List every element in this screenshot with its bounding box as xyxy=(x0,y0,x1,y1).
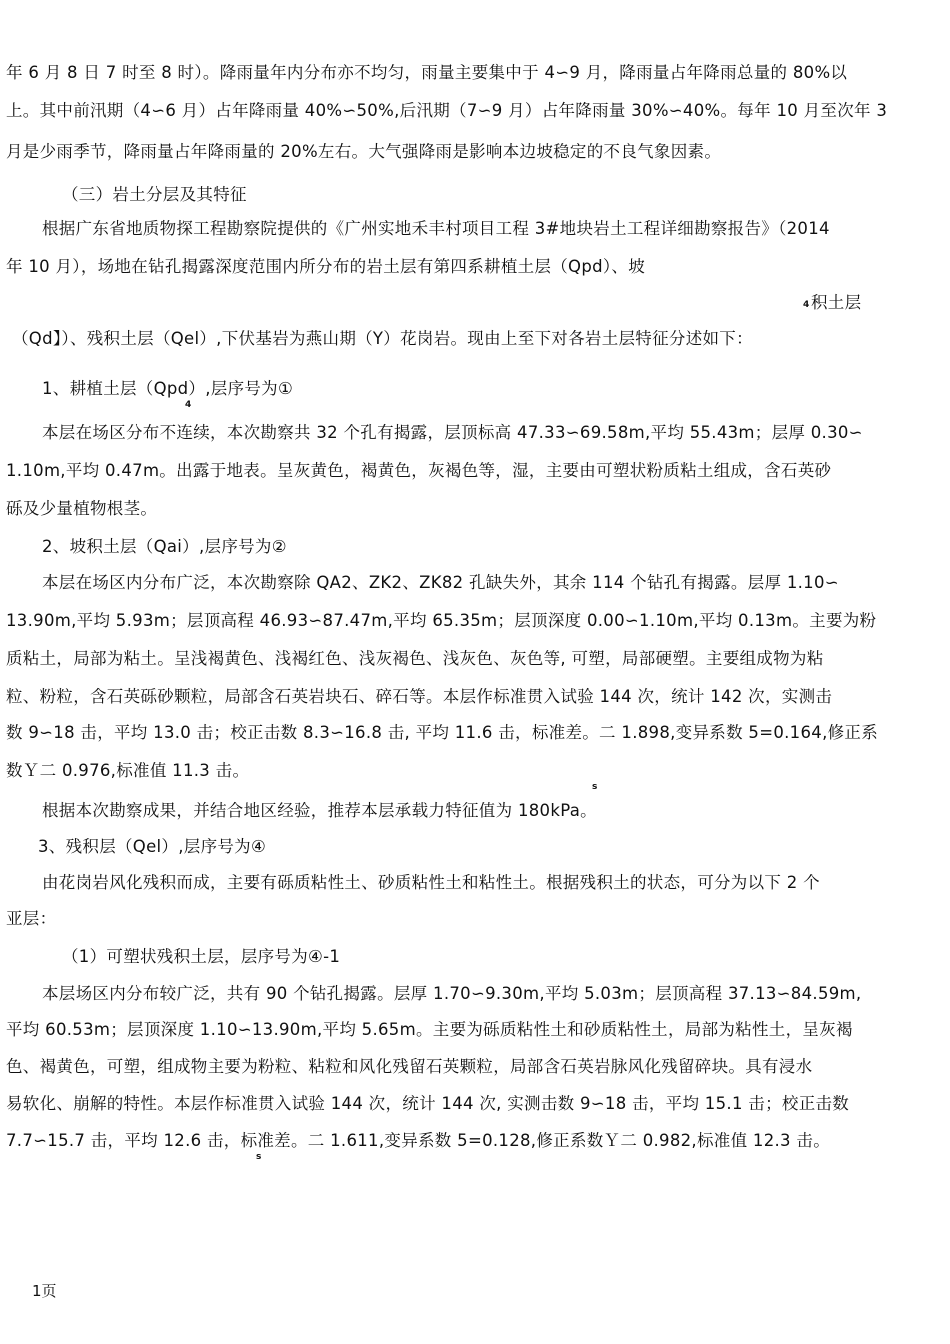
layer-heading-3: 3、残积层（Qel）,层序号为④ xyxy=(38,837,267,856)
text-line: 年 10 月），场地在钻孔揭露深度范围内所分布的岩土层有第四系耕植土层（Qpd）、坡 xyxy=(6,257,646,276)
text-line: 本层在场区分布不连续，本次勘察共 32 个孔有揭露，层顶标高 47.33∽69.58m,平均 55.43m；层厚 0.30∽ xyxy=(42,423,863,442)
text-line: 亚层： xyxy=(6,909,57,928)
subscript-s: s xyxy=(592,782,598,792)
text-line: 13.90m,平均 5.93m；层顶高程 46.93∽87.47m,平均 65.35m；层顶深度 0.00∽1.10m,平均 0.13m。主要为粉 xyxy=(6,611,877,630)
text-line: 色、褐黄色，可塑，组成物主要为粉粒、粘粒和风化残留石英颗粒，局部含石英岩脉风化残留碎块。具有浸水 xyxy=(6,1057,813,1076)
section-heading: （三）岩土分层及其特征 xyxy=(62,185,247,204)
subscript-s: s xyxy=(256,1152,262,1162)
text-line: 由花岗岩风化残积而成，主要有砾质粘性土、砂质粘性土和粘性土。根据残积土的状态，可分为以下 2 个 xyxy=(42,873,820,892)
text-line: （Qd】）、残积土层（Qel）,下伏基岩为燕山期（Y）花岗岩。现由上至下对各岩土层特征分述如下： xyxy=(12,329,753,348)
text-line: 数Ｙ二 0.976,标准值 11.3 击。 xyxy=(6,761,250,780)
text-line: 月是少雨季节，降雨量占年降雨量的 20%左右。大气强降雨是影响本边坡稳定的不良气象因素。 xyxy=(6,142,722,161)
layer-heading-2: 2、坡积土层（Qai）,层序号为② xyxy=(42,537,287,556)
text-line: 易软化、崩解的特性。本层作标准贯入试验 144 次，统计 144 次, 实测击数 9∽18 击，平均 15.1 击；校正击数 xyxy=(6,1094,850,1113)
text-line: 根据本次勘察成果，并结合地区经验，推荐本层承载力特征值为 180kPa。 xyxy=(42,801,597,820)
text-line: 根据广东省地质物探工程勘察院提供的《广州实地禾丰村项目工程 3#地块岩土工程详细勘察报告》（2014 xyxy=(42,219,830,238)
text-line: 1.10m,平均 0.47m。出露于地表。呈灰黄色，褐黄色，灰褐色等，湿，主要由可塑状粉质粘土组成，含石英砂 xyxy=(6,461,832,480)
text-line: 上。其中前汛期（4∽6 月）占年降雨量 40%∽50%,后汛期（7∽9 月）占年降雨量 30%∽40%。每年 10 月至次年 3 xyxy=(6,101,888,120)
page-number: 1页 xyxy=(32,1282,57,1300)
text-line: 积土层 xyxy=(811,293,862,312)
subscript-4: 4 xyxy=(803,300,810,310)
text-line: 平均 60.53m；层顶深度 1.10∽13.90m,平均 5.65m。主要为砾质粘性土和砂质粘性土，局部为粘性土，呈灰褐 xyxy=(6,1020,853,1039)
text-line: 年 6 月 8 日 7 时至 8 时）。降雨量年内分布亦不均匀，雨量主要集中于 4∽9 月，降雨量占年降雨总量的 80%以 xyxy=(6,63,848,82)
sublayer-heading: （1）可塑状残积土层，层序号为④-1 xyxy=(62,947,341,966)
text-line: 7.7∽15.7 击，平均 12.6 击，标准差。二 1.611,变异系数 5=0.128,修正系数Ｙ二 0.982,标准值 12.3 击。 xyxy=(6,1131,831,1150)
layer-heading-1: 1、耕植土层（Qpd）,层序号为① xyxy=(42,379,294,398)
text-line: 数 9∽18 击，平均 13.0 击；校正击数 8.3∽16.8 击, 平均 11.6 击，标准差。二 1.898,变异系数 5=0.164,修正系 xyxy=(6,723,879,742)
text-line: 砾及少量植物根茎。 xyxy=(6,499,158,518)
text-line: 粒、粉粒，含石英砾砂颗粒，局部含石英岩块石、碎石等。本层作标准贯入试验 144 次，统计 142 次，实测击 xyxy=(6,687,833,706)
text-line: 本层场区内分布较广泛，共有 90 个钻孔揭露。层厚 1.70∽9.30m,平均 5.03m；层顶高程 37.13∽84.59m, xyxy=(42,984,862,1003)
subscript-4: 4 xyxy=(185,400,192,410)
text-line: 质粘土，局部为粘土。呈浅褐黄色、浅褐红色、浅灰褐色、浅灰色、灰色等, 可塑，局部硬塑。主要组成物为粘 xyxy=(6,649,824,668)
text-line: 本层在场区内分布广泛，本次勘察除 QA2、ZK2、ZK82 孔缺失外，其余 114 个钻孔有揭露。层厚 1.10∽ xyxy=(42,573,839,592)
